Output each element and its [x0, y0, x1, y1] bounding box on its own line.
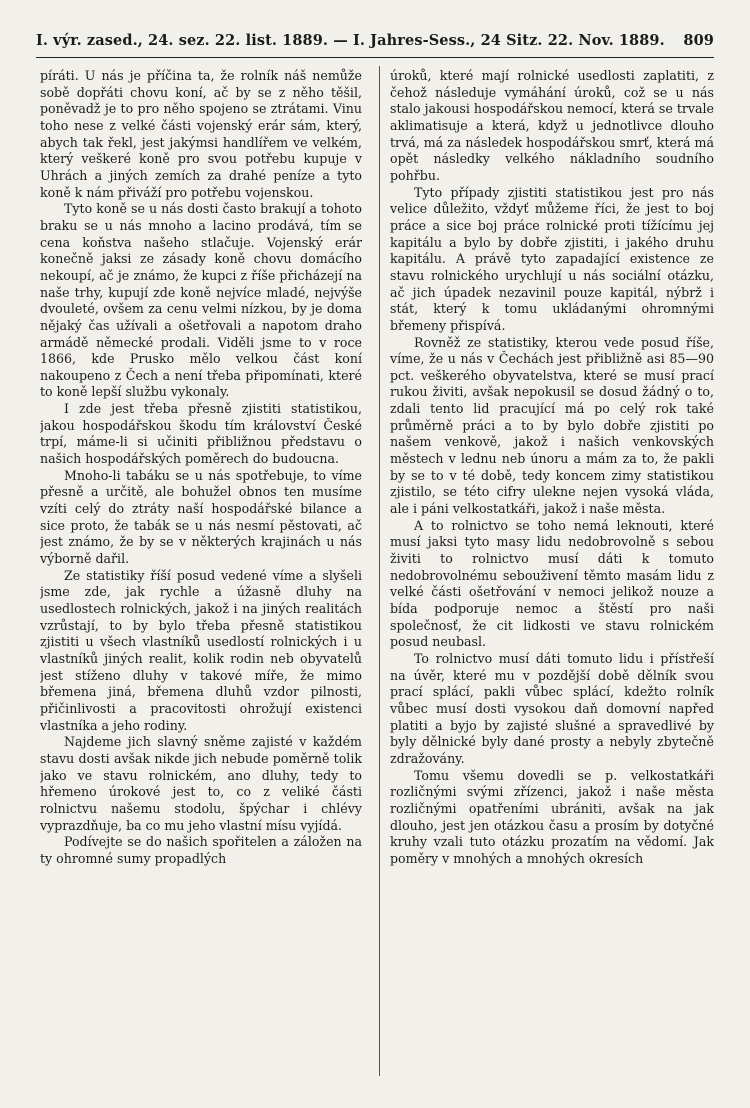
paragraph: Najdeme jich slavný sněme zajisté v každém stavu dosti avšak nikde jich nebude poměrně tolik jako ve stavu rolnickém, ano dluhy, tedy to hřemeno úrokové jest to, co z veliké části rolnictvu našemu stodolu, špýchar i chlévy vyprazdňuje, ba co mu jeho vlastní mísu vyjídá.: [40, 734, 362, 833]
paragraph: I zde jest třeba přesně zjistiti statistikou, jakou hospodářskou škodu tím království České trpí, máme-li si učiniti přibližnou představu o našich hospodářských poměrech do budoucna.: [40, 401, 362, 467]
right-column: [390, 68, 714, 868]
paragraph: Mnoho-li tabáku se u nás spotřebuje, to víme přesně a určitě, ale bohužel obnos ten musíme vzíti celý do ztráty naší hospodářské bilance a sice proto, že tabák se u nás nesmí pěstovati, ač jest známo, že by se v některých krajinách u nás výborně dařil.: [40, 467, 362, 567]
paragraph: Podívejte se do našich spořitelen a záložen na ty ohromné sumy propadlých: [40, 834, 362, 866]
paragraph: Tomu všemu dovedli se p. velkostatkáři rozličnými svými zřízenci, jakož i naše města rozličnými opatřeními ubrániti, avšak na jak dlouho, jest jen otázkou času a prosím by dotyčné kruhy vzali tuto otázku prozatím na vědomí. Jak poměry v mnohých a mnohých okresích: [390, 767, 714, 866]
paragraph: Tyto případy zjistiti statistikou jest pro nás velice důležito, vždyť můžeme říci, že jest to boj práce a sice boj práce rolnické proti tížícímu jej kapitálu a bylo by dobře zjistiti, i jakého druhu kapitálu. A právě tyto zapadající existence ze stavu rolnického urychlují u nás sociální otázku, ač jich úpadek nezavinil pouze kapitál, nýbrž i stát, který k tomu ukládanými ohromnými břemeny přispívá.: [390, 184, 714, 333]
column-divider: [379, 66, 380, 1076]
paragraph: To rolnictvo musí dáti tomuto lidu i přístřeší na úvěr, které mu v pozdější době dělník svou prací splácí, pakli vůbec splácí, kdežto rolník vůbec musí dosti vysokou daň domovní napřed platiti a byjo by zajisté slušné a spravedlivé by byly dělnické byly dané prosty a nebyly zbytečně zdražovány.: [390, 650, 714, 766]
header-rule: [36, 57, 714, 58]
paragraph: Tyto koně se u nás dosti často brakují a tohoto braku se u nás mnoho a lacino prodává, tím se cena koňstva našeho stlačuje. Vojenský erár konečně jaksi ze zásady koně chovu domácího nekoupí, ač je známo, že kupci z říše přicházejí na naše trhy, kupují zde koně nejvíce mladé, nejvýše dvouleté, ovšem za cenu velmi nízkou, by je doma nějaký čas užívali a ošetřovali a napotom draho armádě německé prodali. Viděli jsme to v roce 1866, kde Prusko mělo velkou část koní nakoupeno z Čech a není třeba připomínati, které to koně lepší službu vykonaly.: [40, 201, 362, 400]
page-header: [36, 28, 714, 54]
left-column: [40, 68, 362, 868]
paragraph: Rovněž ze statistiky, kterou vede posud říše, víme, že u nás v Čechách jest přibližně asi 85—90 pct. veškerého obyvatelstva, které se musí prací rukou živiti, avšak nepokusil se dosud žádný o to, zdali tento lid pracující má po celý rok také průměrně práci a to by bylo dobře zjistiti po našem venkově, jakož i našich venkovských městech v lednu neb únoru a mám za to, že pakli by se to v té době, tedy koncem zimy statistikou zjistilo, se této cifry ulekne nejen vysoká vláda, ale i páni velkostatkáři, jakož i naše města.: [390, 334, 714, 517]
paragraph: A to rolnictvo se toho nemá leknouti, které musí jaksi tyto masy lidu nedobrovolně s sebou živiti to rolnictvo musí dáti k tomuto nedobrovolnému sebouživení těmto masám lidu z velké části ošetřování v nemoci jelikož nouze a bída podporuje nemoc a štěstí pro naši společnosť, že cit lidkosti ve stavu rolnickém posud neubasl.: [390, 517, 714, 650]
paragraph: píráti. U nás je příčina ta, že rolník náš nemůže sobě dopřáti chovu koní, ač by se z něho těšil, poněvadž je to pro něho spojeno se ztrátami. Vinu toho nese z velké části vojenský erár sám, který, abych tak řekl, jest jakýmsi handlířem ve velkém, který veškeré koně pro svou potřebu kupuje v Uhrách a jiných zemích za drahé peníze a tyto koně k nám přiváží pro potřebu vojenskou.: [40, 68, 362, 200]
running-title: I. výr. zased., 24. sez. 22. list. 1889. — I. Jahres-Sess., 24 Sitz. 22. Nov. 1889.: [36, 32, 665, 49]
paragraph: úroků, které mají rolnické usedlosti zaplatiti, z čehož následuje vymáhání úroků, což se u nás stalo jakousi hospodářskou nemocí, která se trvale aklimatisuje a která, když u jednotlivce dlouho trvá, má za následek hospodářskou smrť, která má opět následky velkého nákladního soudního pohřbu.: [390, 68, 714, 183]
paragraph: Ze statistiky říší posud vedené víme a slyšeli jsme zde, jak rychle a úžasně dluhy na usedlostech rolnických, jakož i na jiných realitách vzrůstají, to by bylo třeba přesně statistikou zjistiti u všech vlastníků usedlostí rolnických i u vlastníků jiných realit, kolik rodin neb obyvatelů jest stíženo dluhy v takové míře, že mimo břemena jiná, břemena dluhů vzdor pilnosti, přičinlivosti a pracovitosti ohrožují existenci vlastníka a jeho rodiny.: [40, 567, 362, 733]
page-number: 809: [683, 32, 714, 49]
